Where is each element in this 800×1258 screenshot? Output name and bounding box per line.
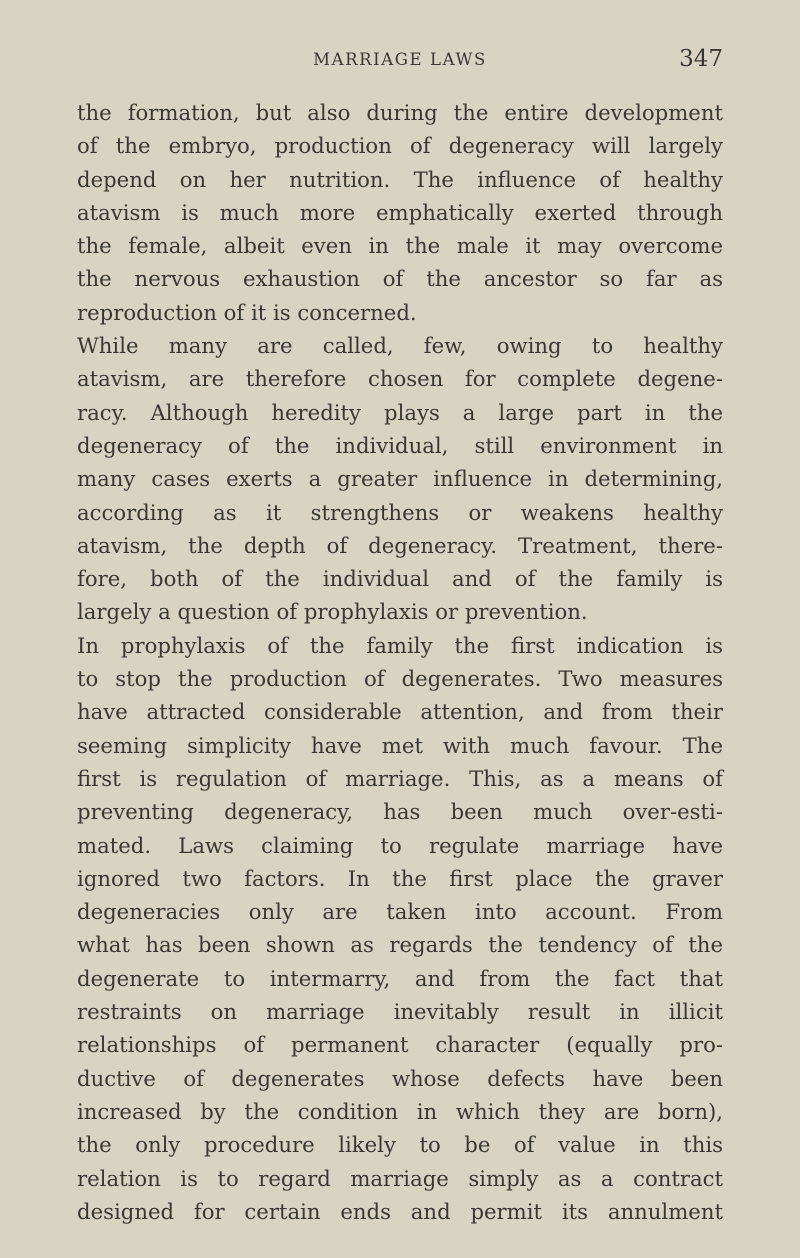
text-line: relationships of permanent character (equally pro- <box>77 1032 723 1058</box>
text-line: degeneracy of the individual, still environment in <box>77 432 723 458</box>
page-number: 347 <box>679 46 723 72</box>
text-line: the formation, but also during the entire development <box>77 100 723 125</box>
text-line: largely a question of prophylaxis or prevention. <box>77 599 588 625</box>
text-line: atavism is much more emphatically exerted through <box>77 199 723 225</box>
text-line: atavism, the depth of degeneracy. Treatment, there- <box>77 532 723 558</box>
text-line: fore, both of the individual and of the family is <box>77 566 723 592</box>
running-head <box>77 46 723 76</box>
running-title: MARRIAGE LAWS <box>313 50 487 69</box>
text-line: While many are called, few, owing to healthy <box>77 333 723 359</box>
text-line: atavism, are therefore chosen for complete degene- <box>77 366 723 392</box>
text-line: what has been shown as regards the tendency of the <box>77 932 723 958</box>
text-line: ignored two factors. In the first place the graver <box>77 865 723 891</box>
text-line: of the embryo, production of degeneracy will largely <box>77 133 723 159</box>
text-line: first is regulation of marriage. This, as a means of <box>77 765 723 791</box>
text-line: depend on her nutrition. The influence of healthy <box>77 166 723 192</box>
text-line: many cases exerts a greater influence in determining, <box>77 466 723 492</box>
text-line: reproduction of it is concerned. <box>77 299 417 325</box>
text-line: ductive of degenerates whose defects have been <box>77 1065 723 1091</box>
text-line: have attracted considerable attention, and from their <box>77 699 723 725</box>
text-line: degenerate to intermarry, and from the fact that <box>77 965 723 991</box>
text-line: designed for certain ends and permit its annulment <box>77 1198 723 1224</box>
text-line: preventing degeneracy, has been much over-esti- <box>77 799 723 825</box>
text-line: to stop the production of degenerates. Two measures <box>77 666 723 692</box>
text-line: In prophylaxis of the family the first indication is <box>77 632 723 658</box>
text-line: the only procedure likely to be of value in this <box>77 1132 723 1158</box>
body-text <box>77 96 723 1228</box>
text-line: the nervous exhaustion of the ancestor so far as <box>77 266 723 292</box>
text-line: degeneracies only are taken into account. From <box>77 899 723 925</box>
text-line: restraints on marriage inevitably result in illicit <box>77 999 723 1025</box>
text-line: according as it strengthens or weakens healthy <box>77 499 723 525</box>
text-line: mated. Laws claiming to regulate marriage have <box>77 832 723 858</box>
text-line: increased by the condition in which they are born), <box>77 1098 723 1124</box>
text-line: racy. Although heredity plays a large part in the <box>77 399 723 425</box>
text-line: relation is to regard marriage simply as a contract <box>77 1165 723 1191</box>
text-line: seeming simplicity have met with much favour. The <box>77 732 723 758</box>
text-line: the female, albeit even in the male it may overcome <box>77 233 723 259</box>
